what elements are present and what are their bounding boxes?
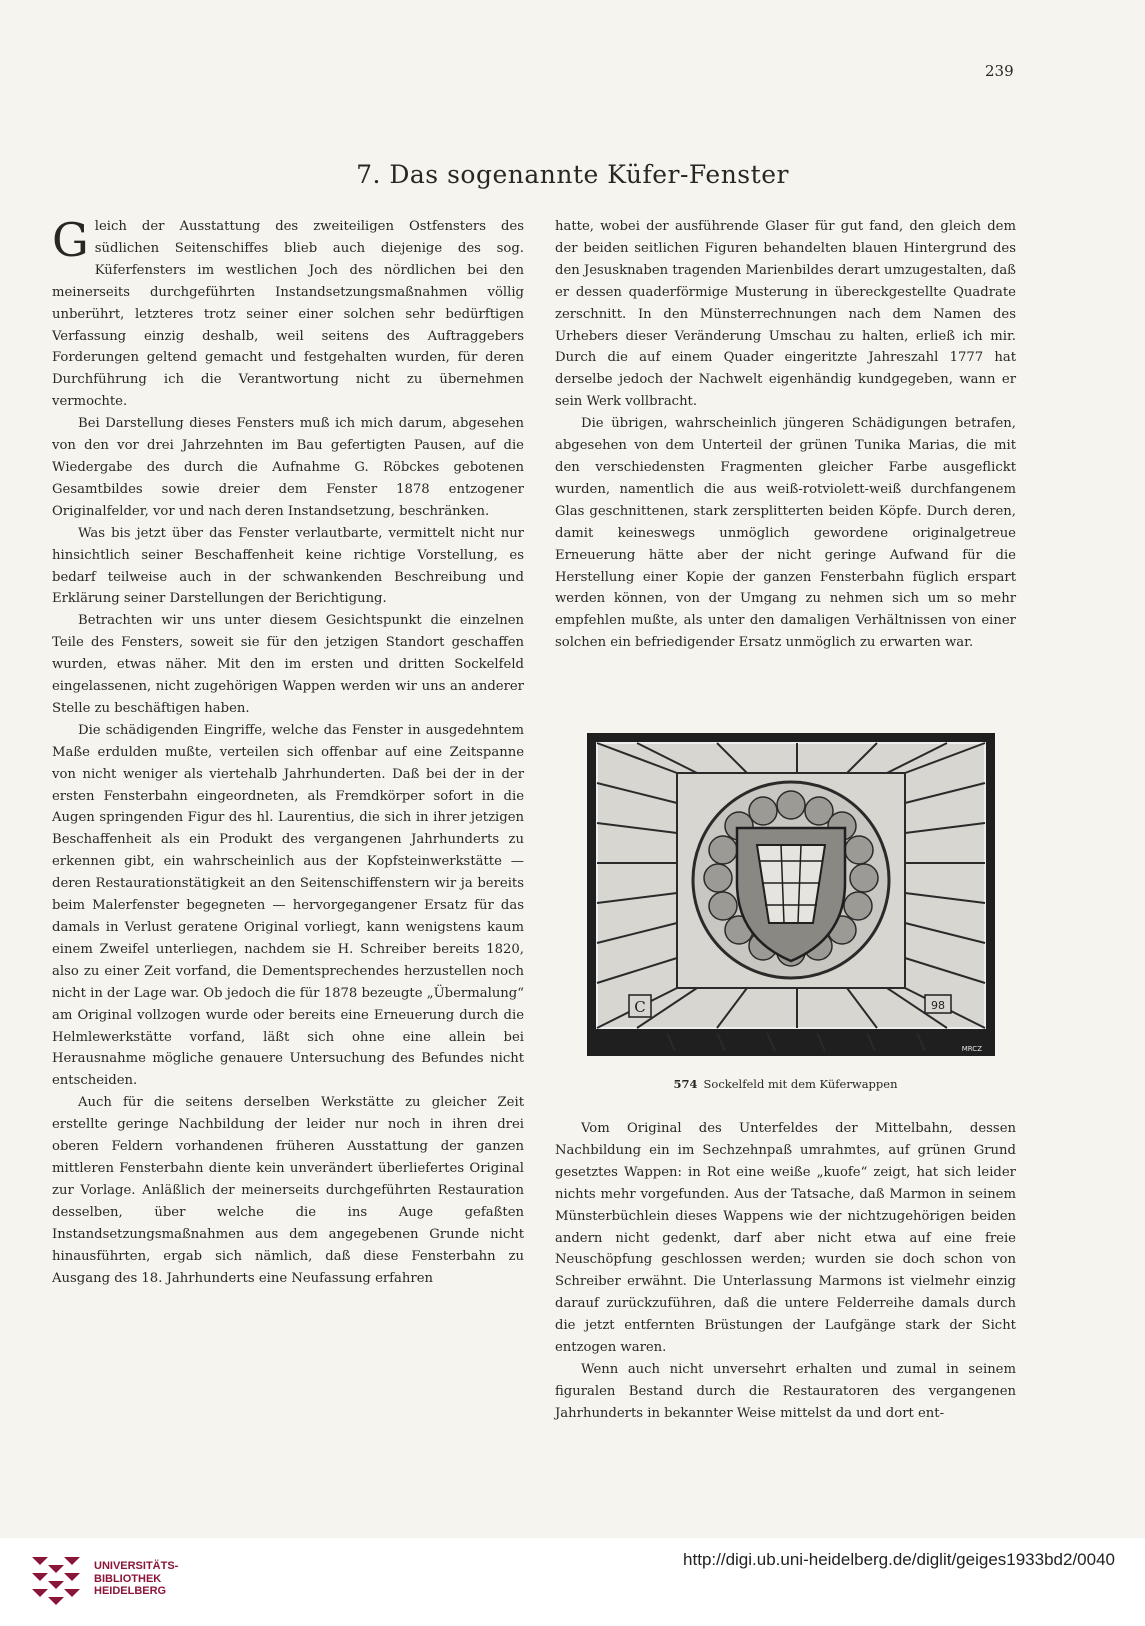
- date-mark: 98: [931, 999, 945, 1012]
- library-name-line: HEIDELBERG: [94, 1585, 167, 1597]
- kuefer-wappen-illustration: [587, 733, 995, 1056]
- paragraph: Betrachten wir uns unter diesem Gesichtspunkt die einzelnen Teile des Fensters, soweit sie für den jetzigen Standort geschaffen wurden, etwas näher. Mit den im ersten und dritten Sockelfeld eingelassenen, nicht zugehörigen Wappen werden wir uns an anderer Stelle zu beschäftigen haben.: [52, 613, 524, 716]
- library-name-line: UNIVERSITÄTS-: [94, 1560, 179, 1572]
- right-column-bottom: [555, 1118, 1016, 1425]
- paragraph: Vom Original des Unterfeldes der Mittelbahn, dessen Nachbildung ein im Sechzehnpaß umrahmtes, auf grünen Grund gesetztes Wappen: in Rot eine weiße „kuofe“ zeigt, hat sich leider nichts mehr vorgefunden. Aus der Tatsache, daß Marmon in seinem Münsterbüchlein dieses Wappens wie der nichtzugehörigen beiden andern nicht gedenkt, darf aber nicht etwa auf eine freie Neuschöpfung geschlossen werden; wurden sie doch schon von Schreiber erwähnt. Die Unterlassung Marmons ist vielmehr einzig darauf zurückzuführen, daß die untere Felderreihe damals durch die jetzt entfernten Brüstungen der Laufgänge stark der Sicht entzogen waren.: [555, 1121, 1016, 1356]
- library-name: [94, 1560, 178, 1598]
- page-number: 239: [985, 62, 1014, 80]
- paragraph: Bei Darstellung dieses Fensters muß ich mich darum, abgesehen von den vor drei Jahrzehnten im Bau gefertigten Pausen, auf die Wiedergabe des durch die Aufnahme G. Röbckes gebotenen Gesamtbildes sowie dreier dem Fenster 1878 entzogener Originalfelder, vor und nach deren Instandsetzung, beschränken.: [52, 416, 524, 519]
- library-logo-icon: [28, 1553, 84, 1609]
- paragraph: Was bis jetzt über das Fenster verlautbarte, vermittelt nicht nur hinsichtlich seiner Beschaffenheit keine richtige Vorstellung, es bedarf teilweise auch in der schwankenden Beschreibung und Erklärung seiner Darstellungen der Berichtigung.: [52, 525, 524, 607]
- drop-cap: G: [52, 213, 89, 267]
- footer: [0, 1538, 1145, 1626]
- paragraph: Die schädigenden Eingriffe, welche das Fenster in ausgedehntem Maße erdulden mußte, verteilen sich offenbar auf eine Zeitspanne von nicht weniger als viertehalb Jahrhunderten. Daß bei der in der ersten Fensterbahn eingeordneten, als Fremdkörper sofort in die Augen springenden Figur des hl. Laurentius, die sich in ihrer jetzigen Beschaffenheit als ein Produkt des vergangenen Jahrhunderts zu erkennen gibt, ein wahrscheinlich aus der Kopfsteinwerkstätte — deren Restaurationstätigkeit an den Seitenschiffenstern wir ja bereits beim Malerfenster begegneten — hervorgegangener Ersatz für das damals in Verlust geratene Original vorliegt, kann wenigstens kaum einem Zweifel unterliegen, nachdem sie H. Schreiber bereits 1820, also zu einer Zeit vorfand, die Dementsprechendes herzustellen noch nicht in der Lage war. Ob jedoch die für 1878 bezeugte „Übermalung“ am Original vollzogen wurde oder bereits eine Erneuerung durch die Helmlewerkstätte vorfand, läßt sich ohne eine allein bei Herausnahme mögliche genauere Untersuchung des Befundes nicht entscheiden.: [52, 722, 524, 1089]
- source-url-link[interactable]: http://digi.ub.uni-heidelberg.de/diglit/geiges1933bd2/0040: [683, 1550, 1115, 1569]
- paragraph: Auch für die seitens derselben Werkstätte zu gleicher Zeit erstellte geringe Nachbildung der leider nur noch in ihren drei oberen Feldern vorhandenen früheren Ausstattung der ganzen mittleren Fensterbahn diente kein unverändert überliefertes Original zur Vorlage. Anläßlich der meinerseits durchgeführten Restauration desselben, über welche die ins Auge gefaßten Instandsetzungsmaßnahmen aus dem angegebenen Grunde nicht hinausführten, ergab sich nämlich, daß diese Fensterbahn zu Ausgang des 18. Jahrhunderts eine Neufassung erfahren: [52, 1095, 524, 1286]
- monogram: C: [634, 998, 646, 1016]
- paragraph-text: leich der Ausstattung des zweiteiligen Ostfensters des südlichen Seitenschiffes blieb auch diejenige des sog. Küferfensters im westlichen Joch des nördlichen bei den meinerseits durchgeführten Instandsetzungsmaßnahmen völlig unberührt, letzteres trotz seiner einer solchen sehr bedürftigen Verfassung einzig deshalb, weil seitens des Auftraggebers Forderungen geltend gemacht und festgehalten wurden, für deren Durchführung ich die Verantwortung nicht zu übernehmen vermochte.: [52, 219, 524, 410]
- figure-caption: [555, 1077, 1016, 1091]
- paragraph: hatte, wobei der ausführende Glaser für gut fand, den gleich dem der beiden seitlichen Figuren behandelten blauen Hintergrund des den Jesusknaben tragenden Marienbildes derart umzugestalten, daß er dessen quaderförmige Musterung in übereckgestellte Quadrate zerschnitt. In den Münsterrechnungen nach dem Namen des Urhebers dieser Veränderung Umschau zu halten, erließ ich mir. Durch die auf einem Quader eingeritzte Jahreszahl 1777 hat derselbe jedoch der Nachwelt eigenhändig kundgegeben, wann er sein Werk vollbracht.: [555, 219, 1016, 410]
- right-column-top: [555, 216, 1016, 654]
- paragraph: Wenn auch nicht unversehrt erhalten und zumal in seinem figuralen Bestand durch die Restauratoren des vergangenen Jahrhunderts in bekannter Weise mittelst da und dort ent-: [555, 1361, 1016, 1421]
- figure-number: 574: [673, 1077, 698, 1091]
- library-name-line: BIBLIOTHEK: [94, 1572, 162, 1585]
- signature: MRCZ: [961, 1045, 982, 1053]
- left-column: [52, 213, 524, 1289]
- chapter-title: 7. Das sogenannte Küfer-Fenster: [356, 160, 789, 189]
- stained-glass-figure: [587, 733, 995, 1056]
- paragraph: Die übrigen, wahrscheinlich jüngeren Schädigungen betrafen, abgesehen von dem Unterteil der grünen Tunika Marias, die mit den verschiedensten Fragmenten gleicher Farbe ausgeflickt wurden, namentlich die aus weiß-rotviolett-weiß durchfangenem Glas geschnittenen, stark zersplitterten beiden Köpfe. Durch deren, damit keineswegs unmöglich gewordene originalgetreue Erneuerung hätte aber der nicht geringe Aufwand für die Herstellung einer Kopie der ganzen Fensterbahn füglich erspart werden können, von der Umgang zu nehmen sich um so mehr empfehlen mußte, als unter den damaligen Verhältnissen von einer solchen ein befriedigender Ersatz unmöglich zu erwarten war.: [555, 416, 1016, 651]
- paragraph: [52, 213, 524, 413]
- figure-caption-text: Sockelfeld mit dem Küferwappen: [703, 1077, 898, 1091]
